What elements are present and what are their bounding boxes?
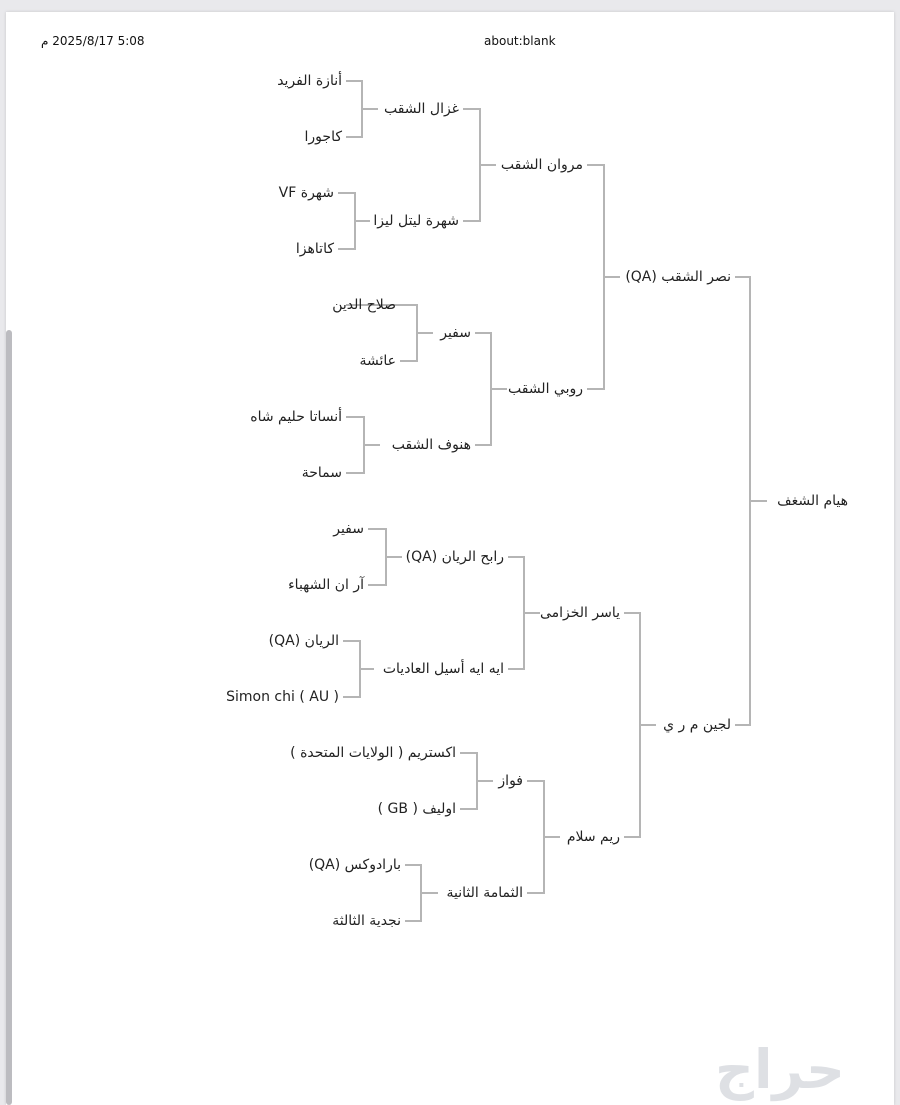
bracket-entry-r2: غزال الشقب xyxy=(383,101,459,117)
bracket-entry-r1: سماحة xyxy=(301,465,342,481)
bracket-entry-r1: كاتاهزا xyxy=(295,241,334,257)
bracket-entry-r2: رابح الريان (QA) xyxy=(405,549,504,565)
bracket-entry-r1: اكستريم ( الولايات المتحدة ) xyxy=(290,745,456,761)
bracket-entry-r1: أنازة الفريد xyxy=(277,73,342,89)
bracket-connector xyxy=(527,781,560,893)
bracket-connector xyxy=(463,109,496,221)
bracket-connector xyxy=(508,557,540,669)
bracket-entry-r1: الريان (QA) xyxy=(268,633,339,649)
bracket-entry-r2: الثمامة الثانية xyxy=(446,885,523,901)
bracket-entry-r3: ياسر الخزامى xyxy=(539,605,620,621)
bracket-connector xyxy=(343,641,374,697)
bracket-entry-r2: فواز xyxy=(498,773,523,789)
bracket-entry-r3: روبي الشقب xyxy=(507,381,583,397)
bracket-entry-r1: عائشة xyxy=(359,353,396,369)
bracket-connector xyxy=(735,277,767,725)
bracket-connector xyxy=(346,417,380,473)
bracket-connector xyxy=(368,529,402,585)
bracket-entry-r1: كاجورا xyxy=(304,129,342,145)
haraj-watermark-logo: حراج xyxy=(715,1038,845,1101)
bracket-entry-r1: شهرة VF xyxy=(278,185,334,201)
bracket-entry-r1: صلاح الدين xyxy=(332,297,396,313)
bracket-connector xyxy=(346,81,378,137)
bracket-connector xyxy=(405,865,438,921)
bracket-connector xyxy=(460,753,493,809)
bracket-entry-r4: نصر الشقب (QA) xyxy=(625,269,731,285)
bracket-connector xyxy=(475,333,507,445)
bracket-entry-r2: ايه ايه أسيل العاديات xyxy=(382,661,504,677)
bracket-entry-r1: سفير xyxy=(333,521,364,537)
bracket-entry-r3: مروان الشقب xyxy=(500,157,583,173)
bracket-connector xyxy=(587,165,620,389)
bracket-entry-r2: شهرة ليتل ليزا xyxy=(373,213,459,229)
bracket-winner: هيام الشغف xyxy=(777,493,848,509)
bracket-entry-r1: نجدية الثالثة xyxy=(332,913,401,929)
bracket-connector xyxy=(338,193,370,249)
bracket-entry-r2: هنوف الشقب xyxy=(391,437,471,453)
bracket-connector xyxy=(624,613,656,837)
bracket-entry-r1: آر ان الشهباء xyxy=(288,577,364,593)
print-datetime: 5:08 2025/8/17 م xyxy=(41,34,145,48)
bracket-entry-r1: بارادوكس (QA) xyxy=(308,857,401,873)
bracket-entry-r1: أنساتا حليم شاه xyxy=(250,409,342,425)
bracket-entry-r4: لجين م ر ي xyxy=(663,717,731,733)
print-url: about:blank xyxy=(484,34,556,48)
bracket-entry-r3: ريم سلام xyxy=(566,829,620,845)
bracket-entry-r1: اوليف ( GB ) xyxy=(377,801,456,817)
bracket-entry-r1: Simon chi ( AU ) xyxy=(226,689,339,705)
bracket-entry-r2: سفير xyxy=(440,325,471,341)
